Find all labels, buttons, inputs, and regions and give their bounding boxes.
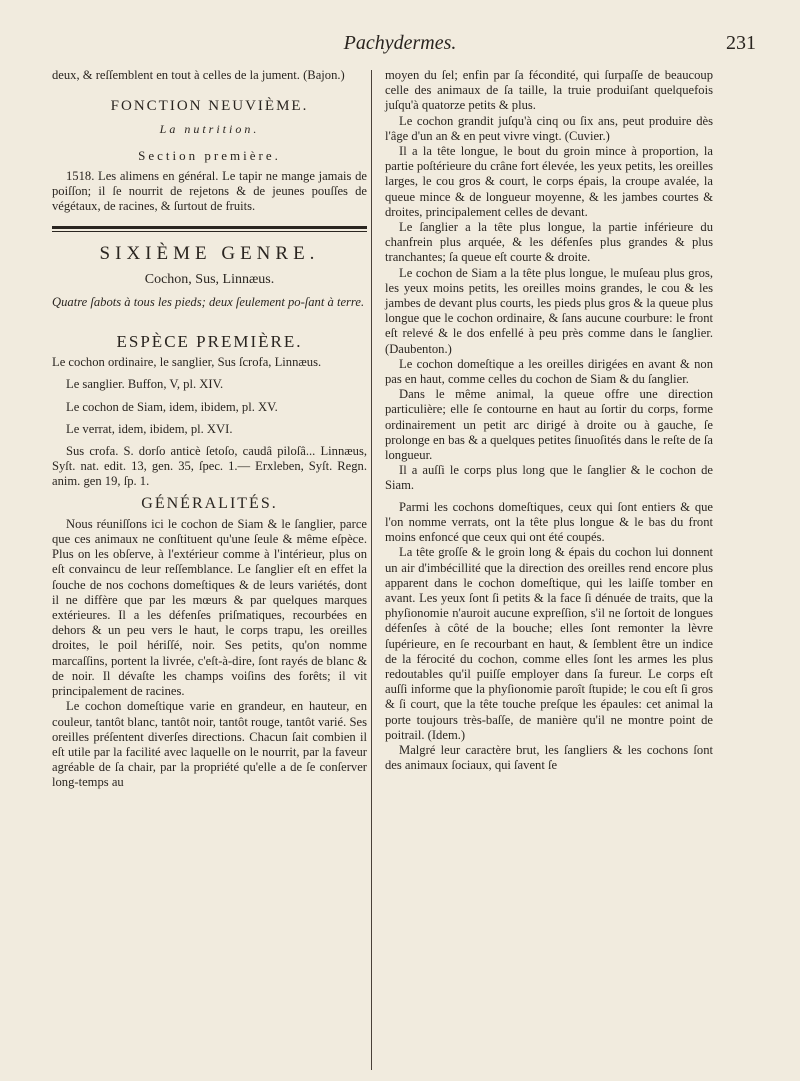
common-names: Le cochon ordinaire, le sanglier, Sus ſcrofa, Linnæus. [52,355,322,370]
section-heading: Section première. [138,147,281,163]
right-paragraph-6: Le cochon domeſtique a les oreilles dirigées en avant & non pas en haut, comme celles du cochon de Siam & du ſanglier. [385,356,713,387]
left-column [52,68,367,791]
right-paragraph-1: moyen du ſel; enfin par ſa fécondité, qui ſurpaſſe de beaucoup celle des animaux de ſa taille, la truie produiſant quelquefois juſqu'à quatorze petits & plus. [385,68,713,113]
paragraph-1518: 1518. Les alimens en général. Le tapir ne mange jamais de poiſſon; il ſe nourrit de rejetons & de jeunes pouſſes de végétaux, de racines, & ſurtout de fruits. [52,168,367,214]
right-paragraph-11: Malgré leur caractère brut, les ſangliers & les cochons ſont des animaux ſociaux, qui ſavent ſe [385,742,713,773]
right-paragraph-3: Il a la tête longue, le bout du groin mince à proportion, la partie poſtérieure du crâne fort élevée, les yeux petits, les oreilles larges, le cou gros & court, le corps épais, la croupe avalée, la queue mince & de longueur moyenne, & les jambes courtes & droites, principalement celles de devant. [385,144,713,219]
right-paragraph-8: Il a auſſi le corps plus long que le ſanglier & le cochon de Siam. [385,463,713,493]
right-paragraph-5: Le cochon de Siam a la tête plus longue, le muſeau plus gros, les yeux moins petits, les oreilles moins grandes, le cou & les jambes de devant plus courts, les pieds plus gros & la queue plus longue que le cochon ordinaire, & ſans aucune courbure: le front eſt relevé & le dos enfellé à peu près comme dans le ſanglier. (Daubenton.) [385,265,713,356]
running-head [0,30,800,64]
latin-reference: Sus crofa. S. dorſo anticè ſetoſo, caudâ piloſâ... Linnæus, Syſt. nat. edit. 13, gen. 35, ſpec. 1.— Erxleben, Syſt. Regn. anim. gen 19, ſp. 1. [52,444,367,489]
genre-heading: SIXIÈME GENRE. [99,243,320,265]
double-rule [52,226,367,232]
running-title: Pachydermes. [343,32,457,54]
espece-heading: ESPÈCE PREMIÈRE. [116,332,303,352]
genre-name: Cochon, Sus, Linnæus. [144,271,275,287]
generalites-heading: GÉNÉRALITÉS. [141,494,278,512]
generalites-paragraph-1: Nous réuniſſons ici le cochon de Siam & le ſanglier, parce que ces animaux ne conſtituent qu'une ſeule & même eſpèce. Plus on les obſerve, à l'extérieur comme à l'intérieur, plus on eſt convaincu de leur reſſemblance. Le ſanglier eſt en effet la ſouche de nos cochons domeſtiques & de leurs variétés, dont il ne diffère que par les mœurs & par quelques marques extérieures. Il a les défenſes priſmatiques, recourbées en dehors & un peu vers le haut, le corps trapu, les oreilles droites, le poil hériſſé, noir. Ses petits, qu'on nomme marcaſſins, portent la livrée, c'eſt-à-dire, ſont rayés de blanc & de noir. Il dévaſte les champs voiſins des forêts; il vit principalement de racines. [52,516,367,699]
generalites-paragraph-2: Le cochon domeſtique varie en grandeur, en hauteur, en couleur, tantôt blanc, tantôt noir, tantôt rouge, tantôt varié. Ses oreilles préſentent diverſes directions. Chacun ſait combien il eſt utile par la facilité avec laquelle on le nourrit, par la faveur agréable de ſa chair, par la propriété qu'elle a de ſe conſerver long-temps au [52,699,367,790]
right-paragraph-10: La tête groſſe & le groin long & épais du cochon lui donnent un air d'imbécillité que la direction des oreilles rend encore plus apparent dans le cochon domeſtique, qui les laiſſe tomber en avant. Les yeux ſont ſi petits & la face ſi dénuée de traits, que la phyſionomie n'auroit aucune expreſſion, s'il ne ſortoit de longues défenſes à côté de la bouche; elles ſont remonter la lèvre ſupérieure, en ſe recourbant en haut, & ſemblent être un indice de la férocité du cochon, comme elles ſont les armes les plus redoutables qu'il puiſſe employer dans ſa fureur. Le corps eſt auſſi informe que la phyſionomie paroît ſtupide; le cou eſt ſi gros & ſi court, que la tête touche preſque les épaules: cet animal la porte toujours très-baſſe, de manière qu'il ne montre point de poitrail. (Idem.) [385,545,713,742]
fonction-heading: FONCTION NEUVIÈME. [110,98,309,115]
opening-text: deux, & reſſemblent en tout à celles de la jument. (Bajon.) [52,68,345,82]
synonym-siam: Le cochon de Siam, idem, ibidem, pl. XV. [66,399,278,414]
page-number: 231 [726,32,756,54]
genre-description: Quatre ſabots à tous les pieds; deux ſeulement po-ſant à terre. [52,294,365,309]
right-paragraph-9: Parmi les cochons domeſtiques, ceux qui ſont entiers & que l'on nomme verrats, ont la tête plus longue & le bas du front moins enfoncé que ceux qui ont été coupés. [385,499,713,545]
synonym-sanglier: Le sanglier. Buffon, V, pl. XIV. [66,377,224,392]
right-paragraph-7: Dans le même animal, la queue offre une direction particulière; elle ſe contourne en haut au ſortir du corps, forme ordinairement un petit arc dirigé à droite ou à gauche, ſe prolonge en bas & a quelques petites ſinuoſités dans le reſte de ſa longueur. [385,387,713,463]
right-paragraph-4: Le ſanglier a la tête plus longue, la partie inférieure du chanfrein plus arquée, & les défenſes plus grandes & plus tranchantes; ſa queue eſt courte & droite. [385,220,713,265]
right-column [385,68,713,773]
right-paragraph-2: Le cochon grandit juſqu'à cinq ou ſix ans, peut produire dès l'âge d'un an & en peut vivre vingt. (Cuvier.) [385,113,713,143]
column-divider [371,70,372,1070]
synonym-verrat: Le verrat, idem, ibidem, pl. XVI. [66,421,233,436]
nutrition-heading: La nutrition. [159,122,260,137]
